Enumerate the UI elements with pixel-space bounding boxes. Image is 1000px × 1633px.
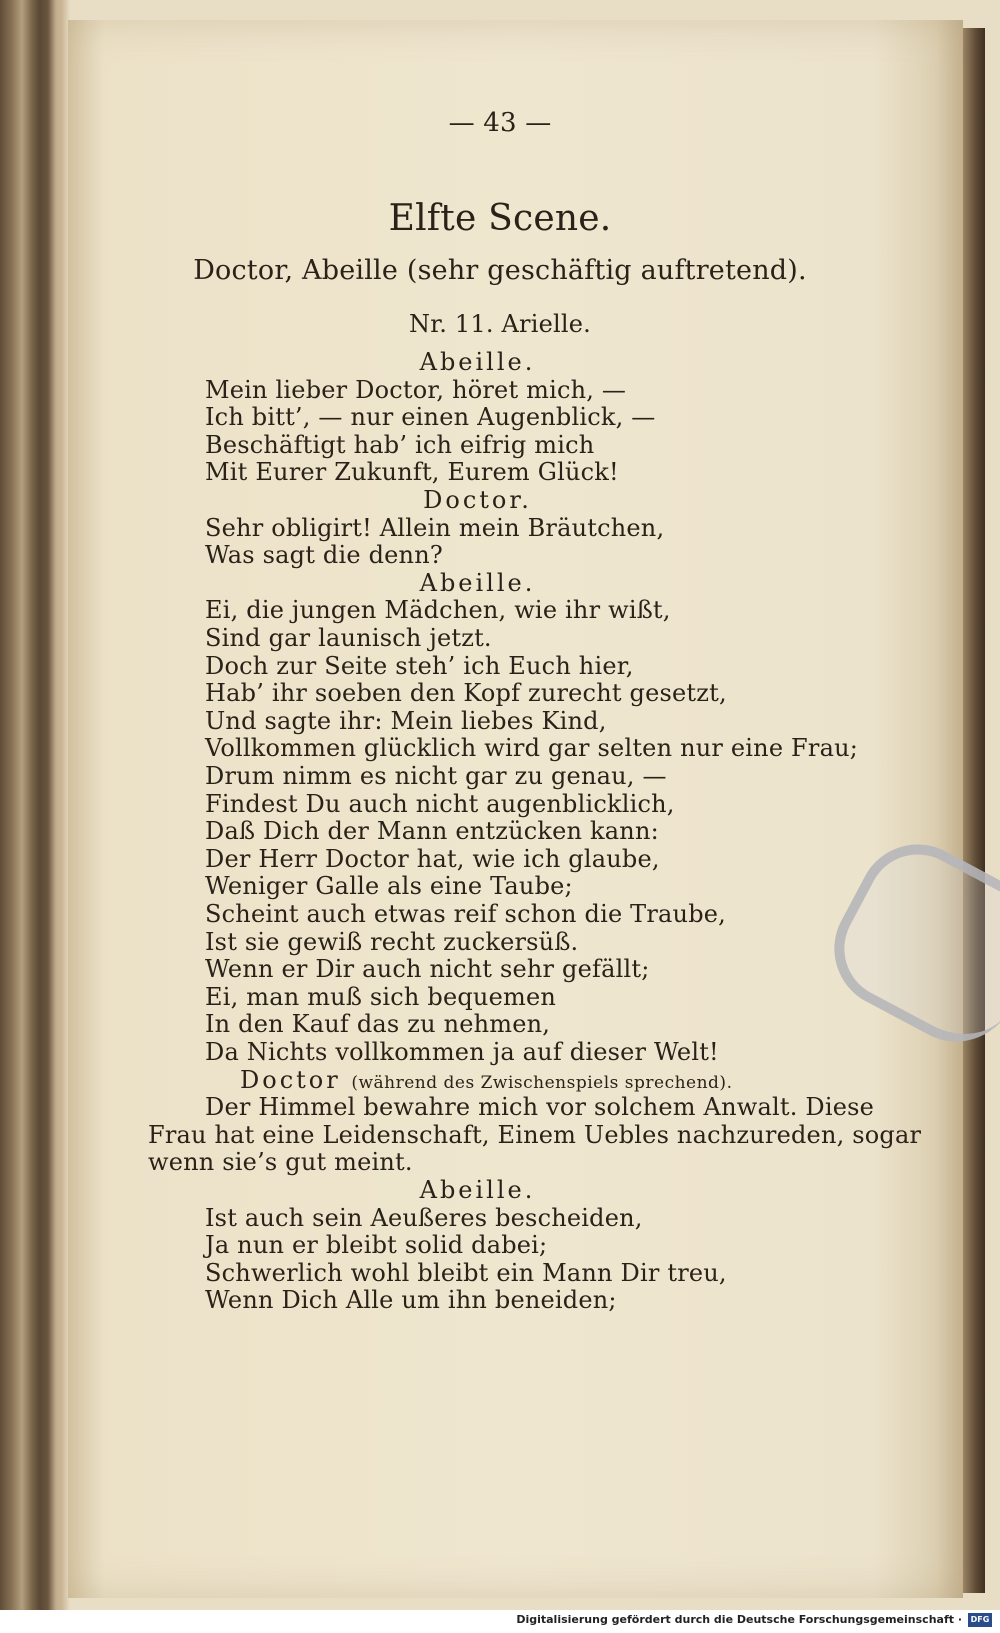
verse-line: Scheint auch etwas reif schon die Traube,: [205, 900, 727, 928]
verse-line: Was sagt die denn?: [205, 541, 443, 570]
verse-line: Ist auch sein Aeußeres bescheiden,: [205, 1203, 643, 1232]
verse-line: Weniger Galle als eine Taube;: [205, 872, 573, 901]
verse-line: Drum nimm es nicht gar zu genau, —: [205, 762, 667, 790]
page-number: — 43 —: [448, 108, 552, 138]
verse-line: Sind gar launisch jetzt.: [205, 624, 492, 652]
verse-line: Ist sie gewiß recht zuckersüß.: [205, 927, 579, 956]
stage-direction: (während des Zwischenspiels sprechend).: [351, 1072, 733, 1093]
prose-line: Der Himmel bewahre mich vor solchem Anwalt. Diese: [205, 1093, 875, 1122]
scene-title: Elfte Scene.: [388, 198, 612, 239]
verse-line: Vollkommen glücklich wird gar selten nur eine Frau;: [205, 734, 859, 763]
prose-line: Frau hat eine Leidenschaft, Einem Uebles nachzureden, sogar: [148, 1120, 922, 1149]
number-line: Nr. 11. Arielle.: [409, 310, 591, 338]
verse-line: Wenn er Dir auch nicht sehr gefällt;: [205, 955, 650, 984]
verse-line: Daß Dich der Mann entzücken kann:: [205, 817, 659, 846]
verse-line: Mein lieber Doctor, höret mich, —: [205, 375, 627, 404]
verse-line: Mit Eurer Zukunft, Eurem Glück!: [205, 458, 619, 487]
verse-line: Ja nun er bleibt solid dabei;: [205, 1231, 548, 1260]
speaker-label: Doctor.: [423, 486, 532, 514]
verse-line: Ei, man muß sich bequemen: [205, 982, 557, 1011]
speaker-label: Abeille.: [419, 1176, 536, 1204]
characters-line: Doctor, Abeille (sehr geschäftig auftretend).: [193, 255, 807, 286]
prose-line: wenn sie’s gut meint.: [148, 1148, 413, 1177]
verse-line: Sehr obligirt! Allein mein Bräutchen,: [205, 513, 665, 542]
verse-line: Ich bitt’, — nur einen Augenblick, —: [205, 403, 656, 432]
verse-line: Findest Du auch nicht augenblicklich,: [205, 789, 675, 818]
verse-line: Hab’ ihr soeben den Kopf zurecht gesetzt,: [205, 679, 727, 708]
speaker-name: Doctor: [240, 1065, 341, 1094]
verse-line: Beschäftigt hab’ ich eifrig mich: [205, 430, 595, 459]
speaker-label: [240, 1066, 732, 1094]
verse-line: Wenn Dich Alle um ihn beneiden;: [205, 1286, 617, 1315]
verse-line: Schwerlich wohl bleibt ein Mann Dir treu,: [205, 1258, 727, 1287]
verse-line: Der Herr Doctor hat, wie ich glaube,: [205, 844, 660, 873]
speaker-label: Abeille.: [419, 348, 536, 376]
dfg-logo: DFG: [968, 1613, 992, 1627]
verse-line: In den Kauf das zu nehmen,: [205, 1010, 551, 1039]
verse-line: Und sagte ihr: Mein liebes Kind,: [205, 706, 607, 735]
verse-line: Ei, die jungen Mädchen, wie ihr wißt,: [205, 596, 671, 625]
verse-line: Da Nichts vollkommen ja auf dieser Welt!: [205, 1038, 719, 1066]
speaker-label: Abeille.: [419, 568, 536, 597]
verse-line: Doch zur Seite steh’ ich Euch hier,: [205, 651, 634, 680]
footer-credit: Digitalisierung gefördert durch die Deutsche Forschungsgemeinschaft ·: [516, 1613, 962, 1626]
